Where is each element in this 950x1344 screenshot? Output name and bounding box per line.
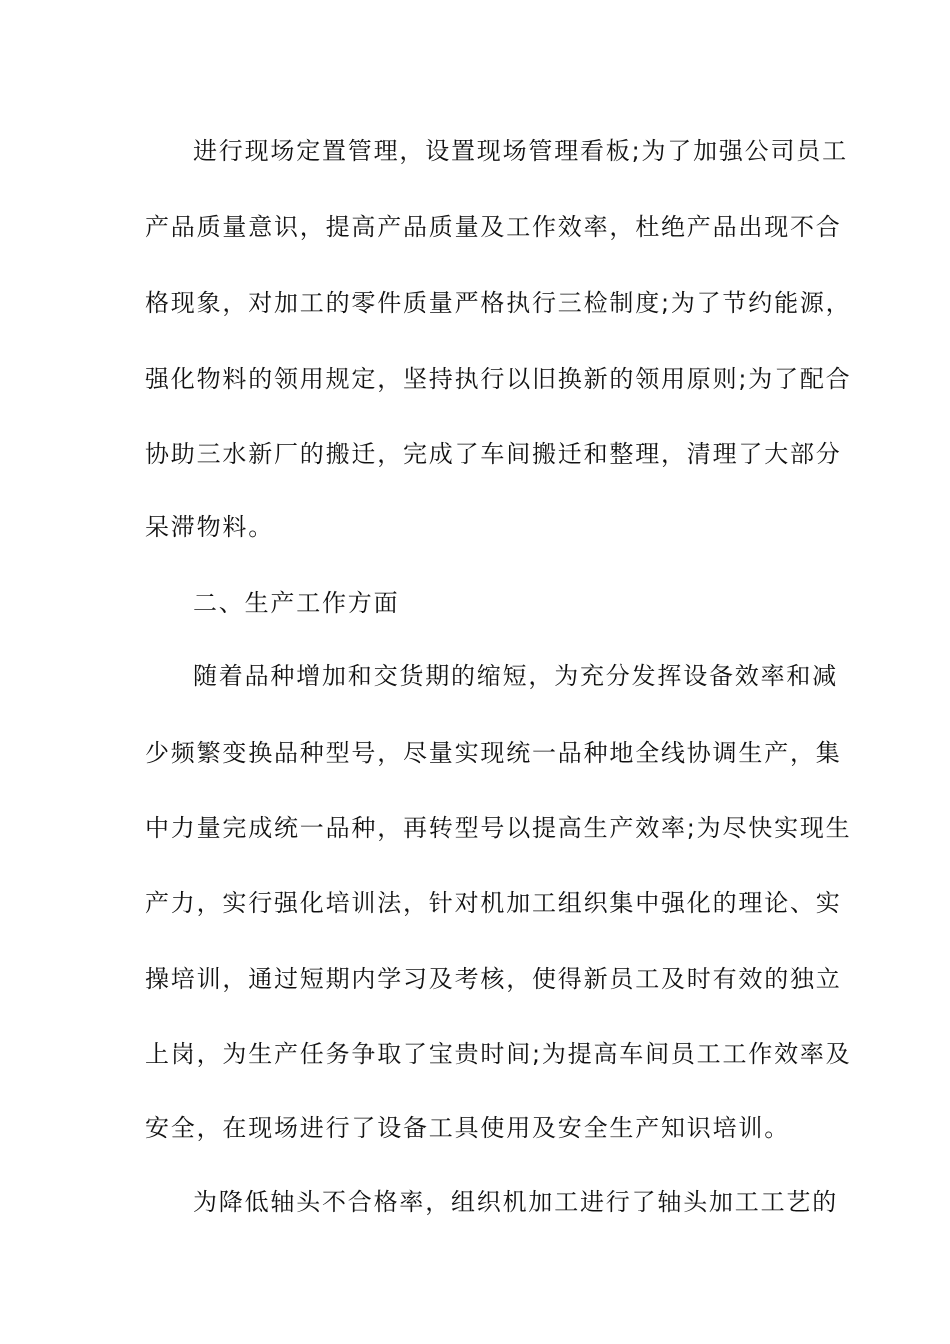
paragraph-line: 产品质量意识，提高产品质量及工作效率，杜绝产品出现不合: [145, 213, 842, 241]
paragraph-line: 操培训，通过短期内学习及考核，使得新员工及时有效的独立: [145, 965, 842, 993]
paragraph-line: 为降低轴头不合格率，组织机加工进行了轴头加工工艺的: [193, 1188, 838, 1216]
paragraph-line: 上岗，为生产任务争取了宝贵时间;为提高车间员工工作效率及: [145, 1040, 852, 1068]
paragraph-line: 格现象，对加工的零件质量严格执行三检制度;为了节约能源，: [145, 289, 852, 317]
paragraph-line: 少频繁变换品种型号，尽量实现统一品种地全线协调生产，集: [145, 739, 842, 767]
paragraph-line: 随着品种增加和交货期的缩短，为充分发挥设备效率和减: [193, 662, 838, 690]
paragraph-line: 进行现场定置管理，设置现场管理看板;为了加强公司员工: [193, 137, 848, 165]
paragraph-line: 强化物料的领用规定，坚持执行以旧换新的领用原则;为了配合: [145, 365, 852, 393]
section-heading: 二、生产工作方面: [193, 589, 400, 617]
paragraph-line: 安全，在现场进行了设备工具使用及安全生产知识培训。: [145, 1114, 790, 1142]
paragraph-line: 协助三水新厂的搬迁，完成了车间搬迁和整理，清理了大部分: [145, 440, 842, 468]
paragraph-line: 呆滞物料。: [145, 513, 274, 541]
paragraph-line: 产力，实行强化培训法，针对机加工组织集中强化的理论、实: [145, 889, 842, 917]
paragraph-line: 中力量完成统一品种，再转型号以提高生产效率;为尽快实现生: [145, 814, 852, 842]
